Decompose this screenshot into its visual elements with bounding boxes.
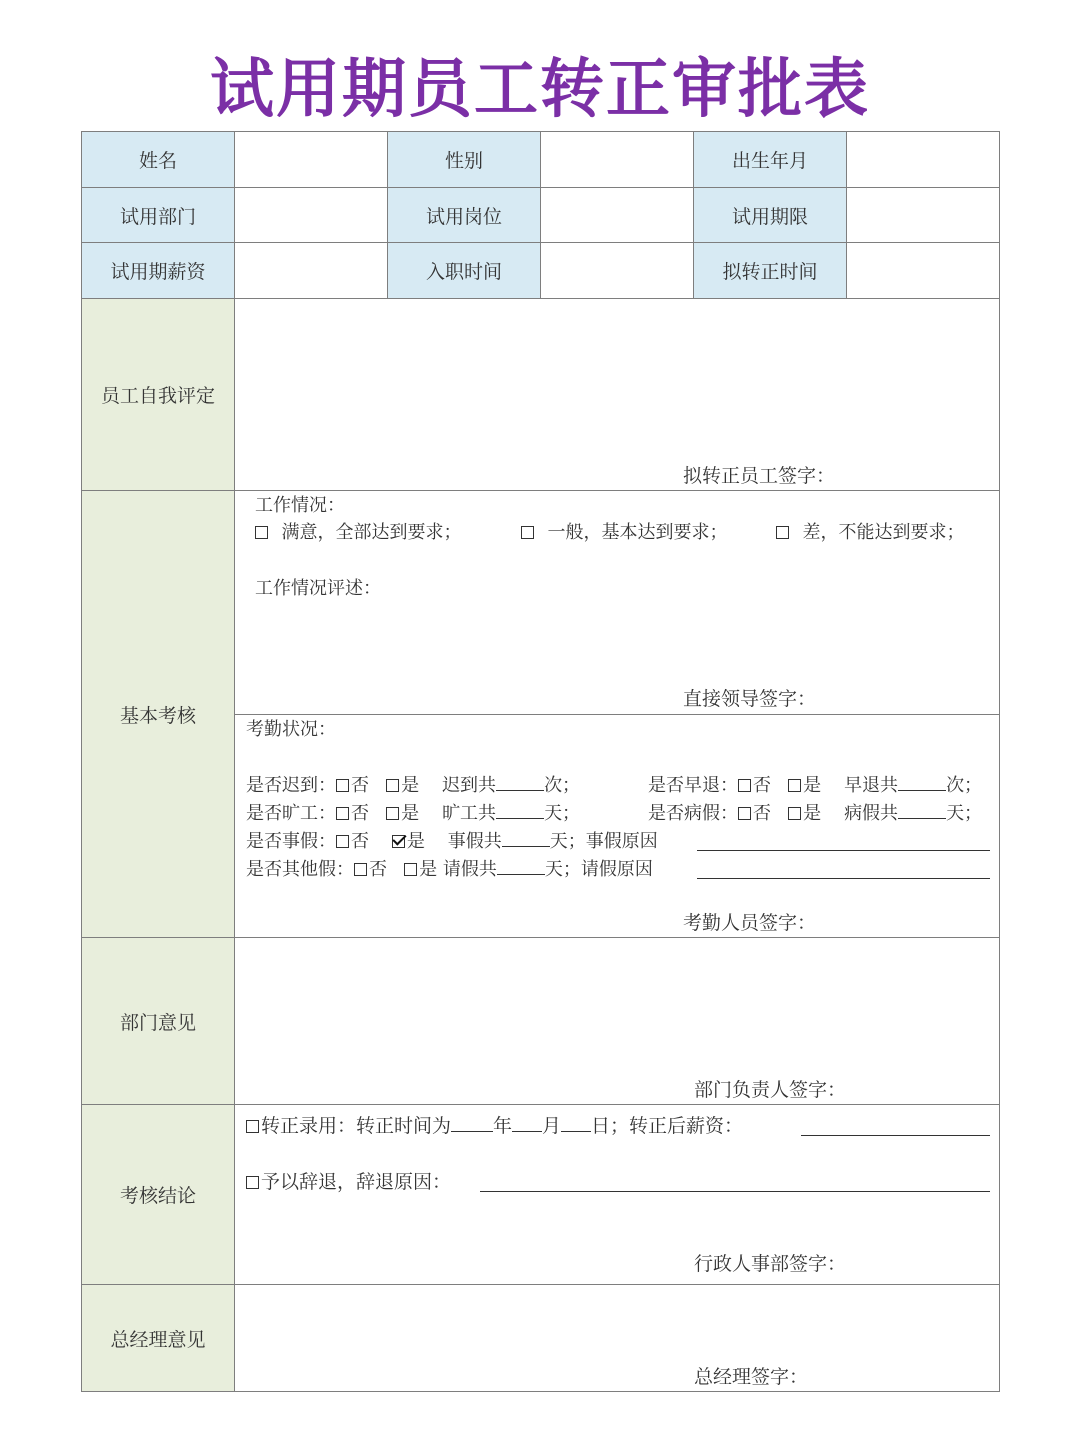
day-blank[interactable] (561, 1117, 591, 1132)
option-regularize[interactable]: 转正录用：转正时间为 年 月 日；转正后薪资： (246, 1117, 743, 1136)
sick-count-blank[interactable] (898, 804, 946, 819)
checkbox-icon[interactable] (788, 807, 801, 820)
checkbox-icon[interactable] (386, 807, 399, 820)
form-title: 试用期员工转正审批表 (210, 53, 870, 127)
other-reason-line[interactable] (697, 878, 990, 879)
work-option-poor[interactable]: 差，不能达到要求； (776, 524, 964, 542)
field-birth[interactable] (846, 131, 1000, 188)
label-conclusion: 考核结论 (81, 1104, 235, 1285)
self-eval-signature: 拟转正员工签字： (683, 465, 836, 487)
work-section (234, 490, 1000, 715)
personal-leave-row: 是否事假： 否 是 事假共 天；事假原因 (246, 831, 658, 852)
early-count-blank[interactable] (898, 776, 946, 791)
label-basic: 基本考核 (81, 490, 235, 938)
conclusion-section (234, 1104, 1000, 1285)
new-salary-line[interactable] (801, 1135, 990, 1136)
label-gm-opinion: 总经理意见 (81, 1284, 235, 1392)
checkbox-icon[interactable] (336, 835, 349, 848)
field-gender[interactable] (540, 131, 694, 188)
checkbox-icon[interactable] (386, 779, 399, 792)
field-entry-date[interactable] (540, 242, 694, 299)
label-entry-date: 入职时间 (387, 242, 541, 299)
field-salary[interactable] (234, 242, 388, 299)
personal-reason-line[interactable] (697, 850, 990, 851)
label-salary: 试用期薪资 (81, 242, 235, 299)
dismiss-reason-line[interactable] (480, 1191, 990, 1192)
absent-row: 是否旷工： 否 是 旷工共 天； (246, 803, 581, 824)
hr-signature: 行政人事部签字： (694, 1253, 847, 1275)
label-gender: 性别 (387, 131, 541, 188)
label-period: 试用期限 (693, 187, 847, 243)
label-name: 姓名 (81, 131, 235, 188)
self-eval-area[interactable] (234, 298, 1000, 491)
field-position[interactable] (540, 187, 694, 243)
dept-signature: 部门负责人签字： (694, 1079, 847, 1101)
gm-signature: 总经理签字： (694, 1366, 809, 1388)
early-row: 是否早退： 否 是 早退共 次； (648, 775, 983, 796)
checkbox-icon[interactable] (738, 779, 751, 792)
label-self-eval: 员工自我评定 (81, 298, 235, 491)
work-signature: 直接领导签字： (683, 688, 817, 710)
checkbox-icon[interactable] (246, 1176, 259, 1189)
attendance-title: 考勤状况： (246, 719, 336, 740)
checkbox-icon[interactable] (404, 863, 417, 876)
checkbox-icon[interactable] (788, 779, 801, 792)
late-row: 是否迟到： 否 是 迟到共 次； (246, 775, 581, 796)
field-regular-date[interactable] (846, 242, 1000, 299)
month-blank[interactable] (512, 1117, 542, 1132)
label-dept: 试用部门 (81, 187, 235, 243)
work-review-label: 工作情况评述： (255, 578, 381, 599)
other-count-blank[interactable] (497, 860, 545, 875)
field-period[interactable] (846, 187, 1000, 243)
year-blank[interactable] (451, 1117, 493, 1132)
label-position: 试用岗位 (387, 187, 541, 243)
work-option-average[interactable]: 一般，基本达到要求； (521, 524, 727, 542)
option-dismiss[interactable]: 予以辞退，辞退原因： (246, 1173, 451, 1192)
sick-row: 是否病假： 否 是 病假共 天； (648, 803, 983, 824)
work-title: 工作情况： (255, 495, 345, 516)
label-birth: 出生年月 (693, 131, 847, 188)
checkbox-icon[interactable] (354, 863, 367, 876)
checkbox-icon[interactable] (255, 526, 268, 539)
late-count-blank[interactable] (496, 776, 544, 791)
personal-count-blank[interactable] (502, 832, 550, 847)
checkbox-icon[interactable] (336, 807, 349, 820)
gm-opinion-area[interactable] (234, 1284, 1000, 1392)
label-regular-date: 拟转正时间 (693, 242, 847, 299)
checkbox-icon[interactable] (246, 1120, 259, 1133)
checkbox-icon[interactable] (336, 779, 349, 792)
other-leave-row: 是否其他假： 否 是 请假共 天；请假原因 (246, 859, 653, 880)
field-name[interactable] (234, 131, 388, 188)
field-dept[interactable] (234, 187, 388, 243)
work-option-satisfied[interactable]: 满意，全部达到要求； (255, 524, 461, 542)
checkbox-checked-icon[interactable] (392, 835, 405, 848)
absent-count-blank[interactable] (496, 804, 544, 819)
attendance-section (234, 714, 1000, 938)
dept-opinion-area[interactable] (234, 937, 1000, 1105)
label-dept-opinion: 部门意见 (81, 937, 235, 1105)
checkbox-icon[interactable] (776, 526, 789, 539)
attendance-signature: 考勤人员签字： (683, 912, 817, 934)
checkbox-icon[interactable] (738, 807, 751, 820)
checkbox-icon[interactable] (521, 526, 534, 539)
